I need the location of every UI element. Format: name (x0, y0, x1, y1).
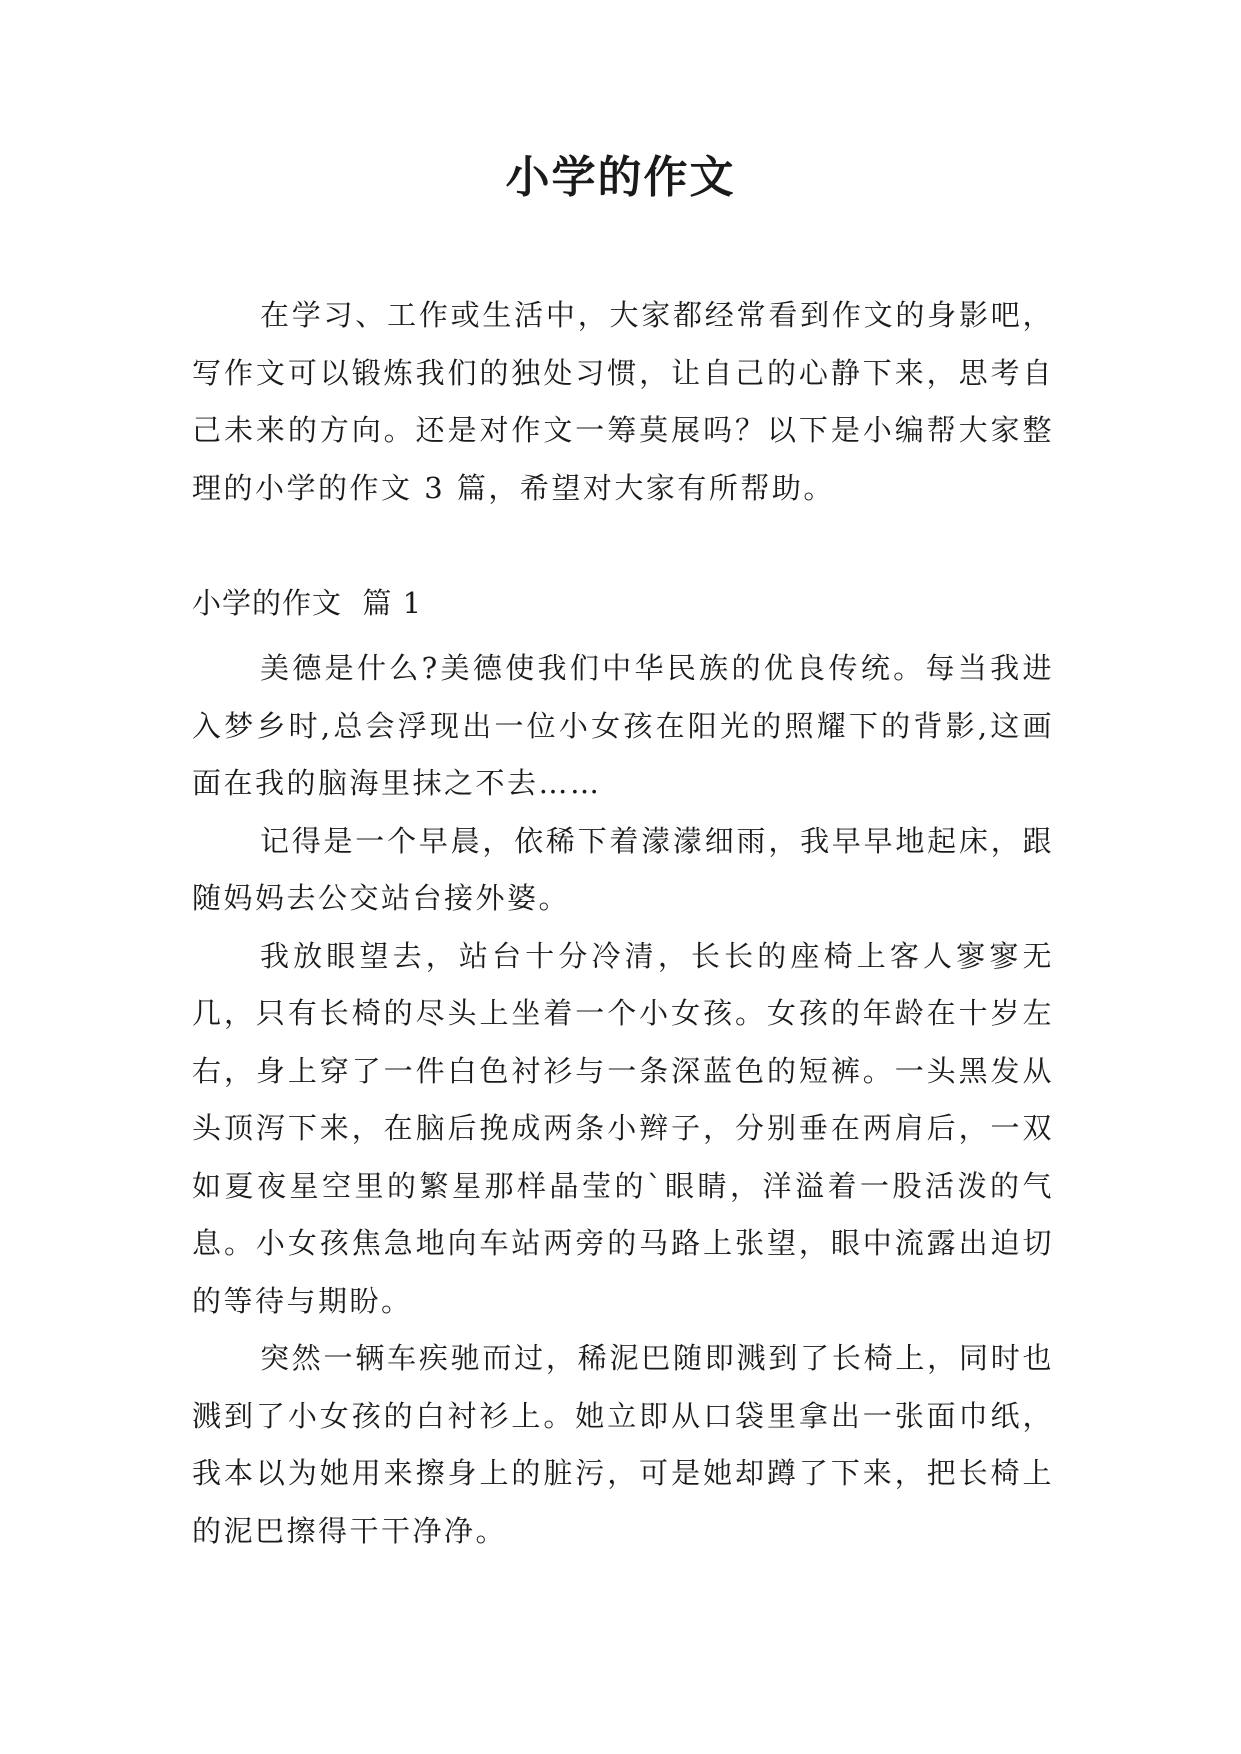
section-paragraph-3: 我放眼望去，站台十分冷清，长长的座椅上客人寥寥无几，只有长椅的尽头上坐着一个小女孩。女孩的年龄在十岁左右，身上穿了一件白色衬衫与一条深蓝色的短裤。一头黑发从头顶泻下来，在脑后挽成两条小辫子，分别垂在两肩后，一双如夏夜星空里的繁星那样晶莹的`眼睛，洋溢着一股活泼的气息。小女孩焦急地向车站两旁的马路上张望，眼中流露出迫切的等待与期盼。 (192, 938, 1054, 1318)
intro-paragraph: 在学习、工作或生活中，大家都经常看到作文的身影吧，写作文可以锻炼我们的独处习惯，让自己的心静下来，思考自己未来的方向。还是对作文一筹莫展吗？以下是小编帮大家整理的小学的作文 3 篇，希望对大家有所帮助。 (192, 298, 1054, 505)
document-title: 小学的作文 (505, 152, 736, 203)
section-heading: 小学的作文 篇 1 (192, 586, 423, 620)
section-paragraph-2: 记得是一个早晨，依稀下着濛濛细雨，我早早地起床，跟随妈妈去公交站台接外婆。 (192, 823, 1054, 915)
section-paragraph-1: 美德是什么?美德使我们中华民族的优良传统。每当我进入梦乡时,总会浮现出一位小女孩在阳光的照耀下的背影,这画面在我的脑海里抹之不去…… (192, 651, 1054, 800)
section-body (192, 640, 1054, 1560)
section-paragraph-4: 突然一辆车疾驰而过，稀泥巴随即溅到了长椅上，同时也溅到了小女孩的白衬衫上。她立即从口袋里拿出一张面巾纸，我本以为她用来擦身上的脏污，可是她却蹲了下来，把长椅上的泥巴擦得干干净净。 (192, 1341, 1054, 1548)
